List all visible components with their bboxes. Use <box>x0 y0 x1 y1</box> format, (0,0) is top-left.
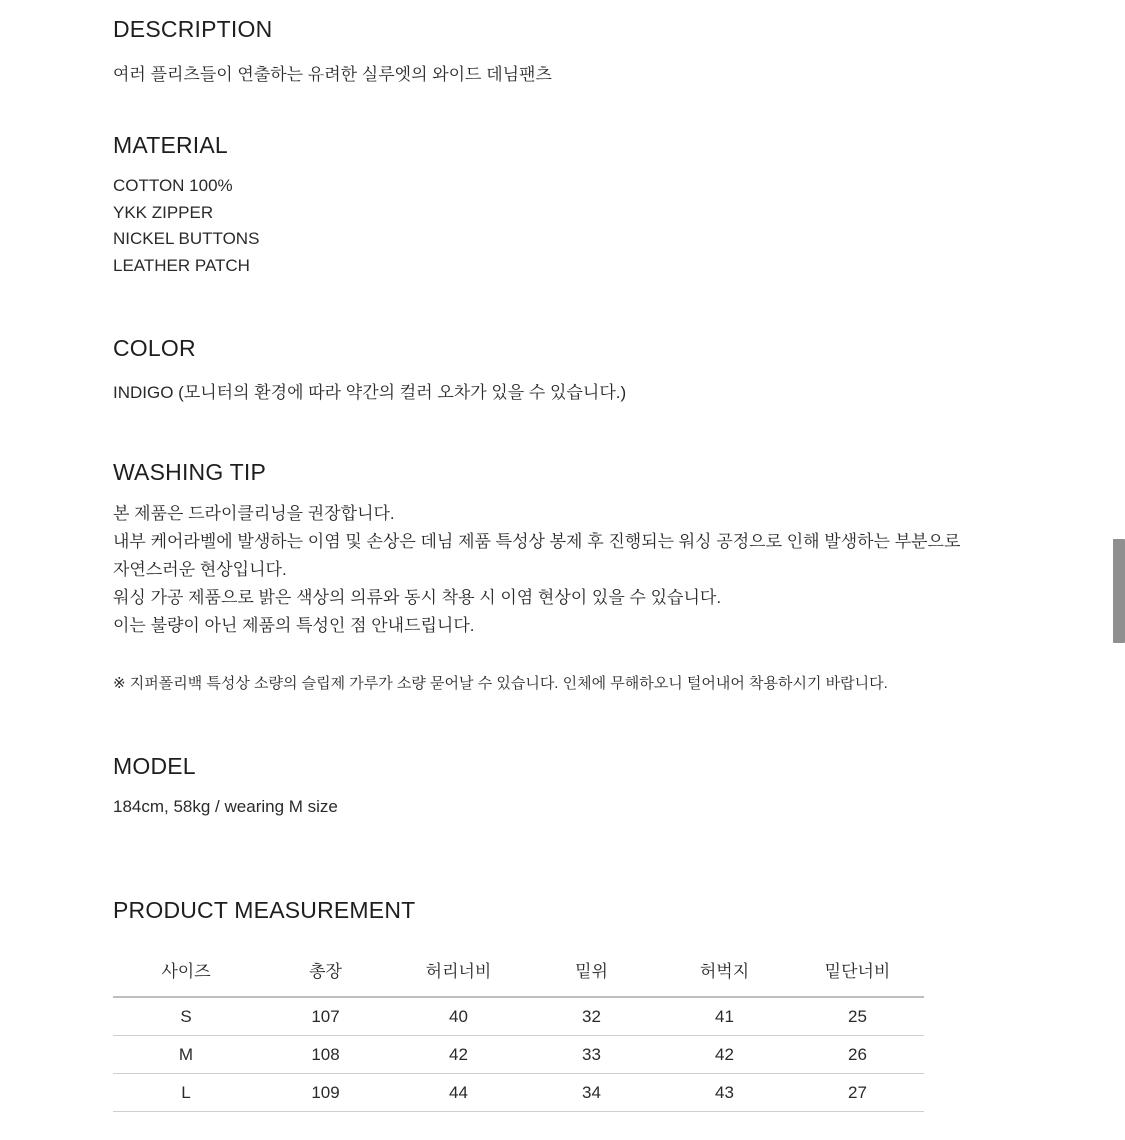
washing-tip-line: 자연스러운 현상입니다. <box>113 560 287 579</box>
table-cell: 109 <box>311 1082 340 1102</box>
material-item: COTTON 100% <box>113 176 233 195</box>
column-header: 밑단너비 <box>824 961 891 981</box>
column-header: 밑위 <box>575 961 608 981</box>
table-cell: 40 <box>449 1006 468 1026</box>
table-row <box>113 998 924 1036</box>
description-heading: DESCRIPTION <box>113 16 273 42</box>
table-row <box>113 1036 924 1074</box>
table-cell: M <box>178 1044 194 1064</box>
measurement-table <box>113 948 924 1112</box>
material-item: LEATHER PATCH <box>113 255 250 275</box>
table-row <box>113 1074 924 1112</box>
table-cell: 25 <box>848 1006 867 1026</box>
washing-tip-note: ※ 지퍼폴리백 특성상 소량의 슬립제 가루가 소량 묻어날 수 있습니다. 인체에 무해하오니 털어내어 착용하시기 바랍니다. <box>113 675 888 692</box>
table-cell: 41 <box>715 1006 734 1026</box>
material-heading: MATERIAL <box>113 132 228 158</box>
description-text: 여러 플리츠들이 연출하는 유려한 실루엣의 와이드 데님팬츠 <box>113 65 552 84</box>
column-header: 허리너비 <box>425 961 492 981</box>
washing-tip-line: 본 제품은 드라이클리닝을 권장합니다. <box>113 504 395 523</box>
table-cell: L <box>181 1082 191 1102</box>
table-cell: 27 <box>848 1082 867 1102</box>
table-cell: 33 <box>582 1044 601 1064</box>
washing-tip-heading: WASHING TIP <box>113 459 266 485</box>
table-cell: 26 <box>848 1044 867 1064</box>
column-header: 총장 <box>309 961 342 981</box>
table-header-row <box>113 948 924 998</box>
scrollbar-thumb[interactable] <box>1113 539 1125 643</box>
table-cell: 42 <box>715 1044 734 1064</box>
washing-tip-line: 내부 케어라벨에 발생하는 이염 및 손상은 데님 제품 특성상 봉제 후 진행되는 워싱 공정으로 인해 발생하는 부분으로 <box>113 532 961 551</box>
table-cell: 107 <box>311 1006 340 1026</box>
color-heading: COLOR <box>113 335 196 361</box>
table-cell: 32 <box>582 1006 601 1026</box>
model-text: 184cm, 58kg / wearing M size <box>113 797 338 816</box>
table-cell: 42 <box>449 1044 468 1064</box>
column-header: 사이즈 <box>161 961 211 981</box>
material-item: NICKEL BUTTONS <box>113 229 260 248</box>
measurement-heading: PRODUCT MEASUREMENT <box>113 897 416 923</box>
washing-tip-line: 워싱 가공 제품으로 밝은 색상의 의류와 동시 착용 시 이염 현상이 있을 수 있습니다. <box>113 588 722 607</box>
table-cell: 43 <box>715 1082 734 1102</box>
model-heading: MODEL <box>113 753 196 779</box>
table-cell: 44 <box>449 1082 468 1102</box>
table-cell: 34 <box>582 1082 601 1102</box>
washing-tip-line: 이는 불량이 아닌 제품의 특성인 점 안내드립니다. <box>113 616 475 635</box>
column-header: 허벅지 <box>699 961 750 981</box>
color-text: INDIGO (모니터의 환경에 따라 약간의 컬러 오차가 있을 수 있습니다.) <box>113 383 627 402</box>
material-item: YKK ZIPPER <box>113 202 214 222</box>
washing-tip-text <box>113 500 960 640</box>
material-list <box>113 173 259 279</box>
table-cell: S <box>180 1006 192 1026</box>
table-cell: 108 <box>311 1044 340 1064</box>
